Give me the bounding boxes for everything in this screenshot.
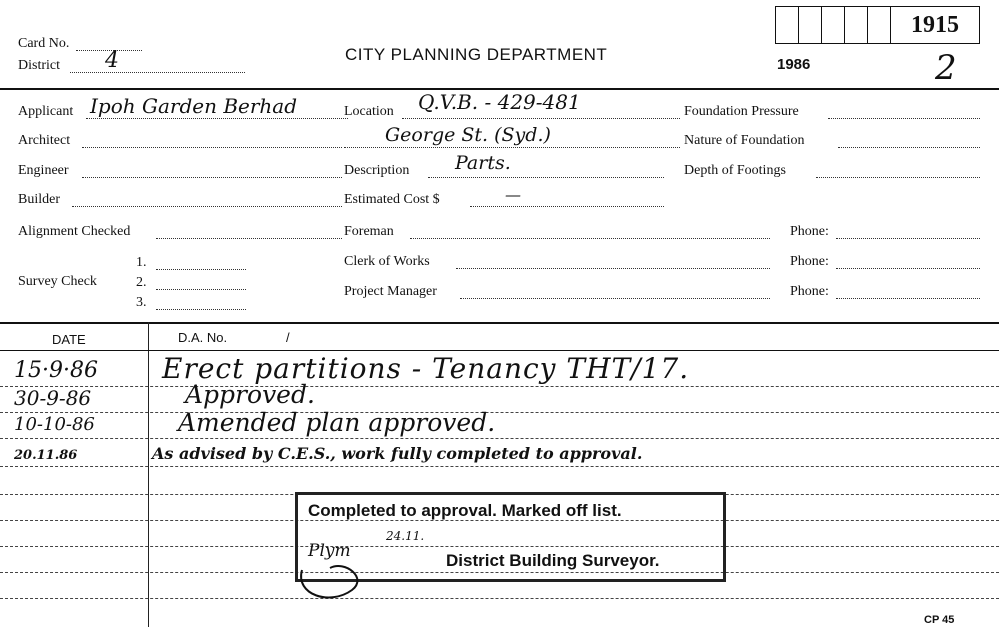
number-cell <box>799 7 822 43</box>
builder-line <box>72 206 342 207</box>
clerk-phone-line <box>836 268 980 269</box>
ruled-line <box>0 386 999 387</box>
number-cell <box>776 7 799 43</box>
location-value: Q.V.B. - 429-481 <box>418 90 581 114</box>
foundation-pressure-label: Foundation Pressure <box>684 104 799 119</box>
estimated-cost-label: Estimated Cost $ <box>344 192 440 207</box>
stamp-signature: Plym <box>308 541 351 561</box>
builder-label: Builder <box>18 192 60 207</box>
clerk-label: Clerk of Works <box>344 254 430 269</box>
nature-foundation-label: Nature of Foundation <box>684 133 805 148</box>
survey-2: 2. <box>136 275 147 290</box>
da-value: / <box>286 330 290 345</box>
date-column-divider <box>148 322 149 627</box>
entry-text: Amended plan approved. <box>178 408 496 437</box>
card-number: 1915 <box>890 7 979 43</box>
description-value: Parts. <box>455 152 511 174</box>
pm-phone-line <box>836 298 980 299</box>
location-label: Location <box>344 104 394 119</box>
ruled-line <box>0 466 999 467</box>
card-year: 1986 <box>777 56 811 73</box>
foundation-pressure-line <box>828 118 980 119</box>
log-header-line <box>0 350 999 351</box>
nature-foundation-line <box>838 147 980 148</box>
entry-date: 20.11.86 <box>14 448 78 463</box>
pm-phone-label: Phone: <box>790 284 829 299</box>
applicant-label: Applicant <box>18 104 74 119</box>
survey-1: 1. <box>136 255 147 270</box>
clerk-phone-label: Phone: <box>790 254 829 269</box>
number-cell <box>845 7 868 43</box>
project-manager-label: Project Manager <box>344 284 437 299</box>
architect-line <box>82 147 342 148</box>
ruled-line <box>0 412 999 413</box>
card-title: CITY PLANNING DEPARTMENT <box>345 45 608 64</box>
stamp-line-1: Completed to approval. Marked off list. <box>308 501 622 520</box>
log-divider <box>0 322 999 324</box>
depth-footings-line <box>816 177 980 178</box>
district-label: District <box>18 58 60 73</box>
date-header: DATE <box>52 332 86 347</box>
da-header: D.A. No. <box>178 330 228 345</box>
location-line-2 <box>344 147 680 148</box>
signature-loop <box>290 540 370 606</box>
card-no-label: Card No. <box>18 36 70 51</box>
stamp-line-2: District Building Surveyor. <box>446 551 660 570</box>
district-value: 4 <box>105 48 119 73</box>
foreman-phone-line <box>836 238 980 239</box>
ruled-line <box>0 598 999 599</box>
entry-text: Erect partitions - Tenancy THT/17. <box>162 352 690 385</box>
form-code: CP 45 <box>924 614 955 626</box>
survey-2-line <box>156 289 246 290</box>
survey-3: 3. <box>136 295 147 310</box>
number-cell <box>822 7 845 43</box>
foreman-label: Foreman <box>344 224 394 239</box>
alignment-line <box>156 238 342 239</box>
survey-label: Survey Check <box>18 274 97 289</box>
foreman-phone-label: Phone: <box>790 224 829 239</box>
estimated-cost-line <box>470 206 664 207</box>
applicant-value: Ipoh Garden Berhad <box>90 94 298 118</box>
survey-1-line <box>156 269 246 270</box>
survey-3-line <box>156 309 246 310</box>
applicant-line <box>86 118 348 119</box>
district-line <box>70 72 245 73</box>
description-line <box>428 177 664 178</box>
clerk-line <box>456 268 770 269</box>
depth-footings-label: Depth of Footings <box>684 163 786 178</box>
entry-text: Approved. <box>185 380 315 409</box>
engineer-line <box>82 177 342 178</box>
entry-date: 10-10-86 <box>14 414 95 435</box>
entry-date: 15·9·86 <box>14 358 98 383</box>
engineer-label: Engineer <box>18 163 69 178</box>
location-value-2: George St. (Syd.) <box>385 124 551 146</box>
stamp-date: 24.11. <box>386 529 425 543</box>
number-cell <box>868 7 890 43</box>
handwritten-mark: 2 <box>935 48 957 88</box>
foreman-line <box>410 238 770 239</box>
ruled-line <box>0 438 999 439</box>
project-manager-line <box>460 298 770 299</box>
entry-text: As advised by C.E.S., work fully completed to approval. <box>152 444 643 463</box>
alignment-label: Alignment Checked <box>18 224 131 239</box>
description-label: Description <box>344 163 410 178</box>
location-line <box>402 118 680 119</box>
card-number-box <box>775 6 980 44</box>
estimated-cost-value: — <box>505 185 521 204</box>
architect-label: Architect <box>18 133 71 148</box>
entry-date: 30-9-86 <box>14 386 92 410</box>
